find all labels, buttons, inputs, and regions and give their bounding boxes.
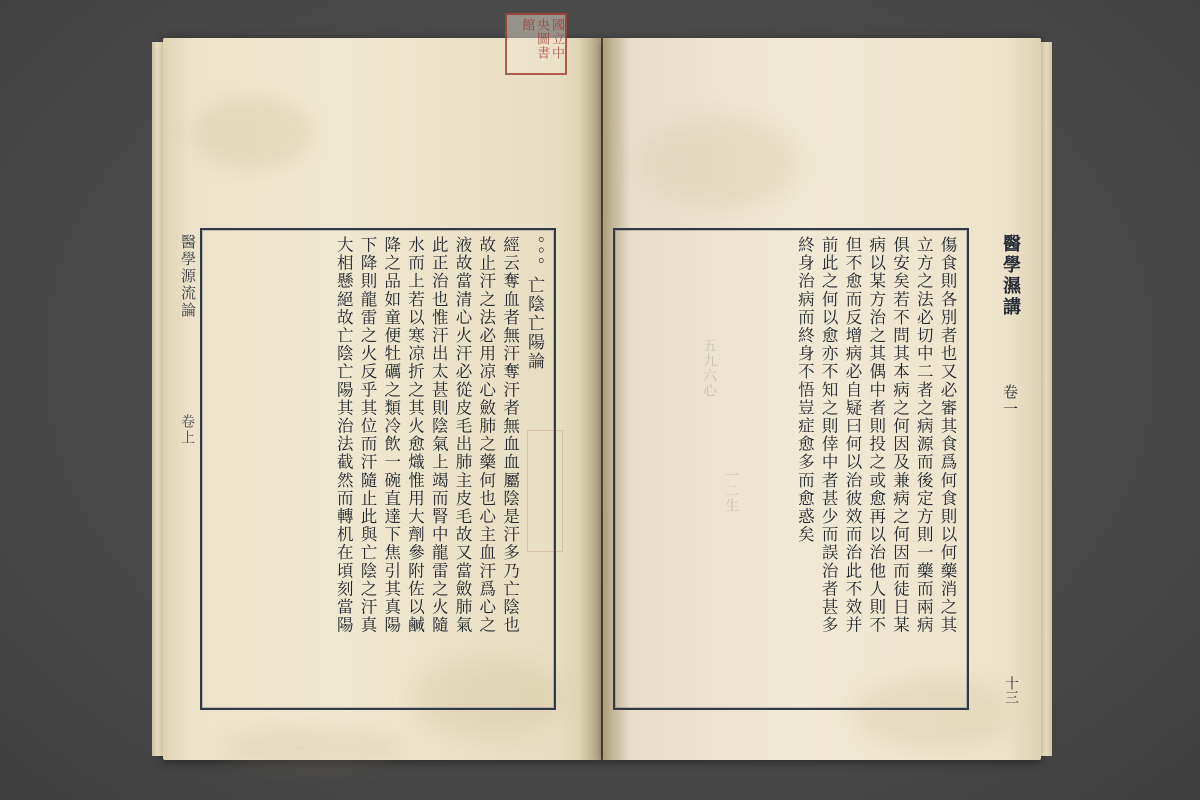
section-heading-column: 。。。亡陰亡陽論	[524, 236, 544, 371]
text-column: 大相懸絕故亡陰亡陽其治法截然而轉机在頃刻當陽	[334, 236, 354, 635]
text-column: 故止汗之法必用凉心斂肺之藥何也心主血汗爲心之	[476, 236, 496, 635]
text-column: 前此之何以愈亦不知之則倖中者甚少而誤治者甚多	[819, 236, 839, 635]
text-column: 終身治病而終身不悟豈症愈多而愈惑矣	[795, 236, 815, 544]
open-book	[163, 38, 1041, 760]
text-column: 俱安矣若不問其本病之何因及兼病之何因而徒日某	[890, 236, 910, 635]
text-column: 立方之法必切中二者之病源而後定方則一藥而兩病	[914, 236, 934, 635]
text-column: 水而上若以寒凉折之其火愈熾惟用大劑參附佐以鹹	[405, 236, 425, 635]
paper-stain	[643, 118, 803, 208]
left-text-frame	[200, 228, 556, 710]
folio-number: 十三	[1003, 676, 1019, 704]
volume-label: 卷一	[1001, 384, 1019, 418]
right-page-margin-strip	[987, 234, 1027, 704]
book-title: 醫學濕講	[1000, 234, 1021, 318]
library-seal-stamp: 國立中央圖書館	[505, 13, 567, 75]
faint-seal-impression	[527, 430, 563, 552]
left-text-columns	[210, 236, 546, 702]
left-margin-title: 醫學源流論	[179, 234, 197, 319]
left-page-margin-strip	[167, 234, 201, 704]
right-page-edge	[1041, 42, 1052, 756]
text-column: 傷食則各別者也又必審其食爲何食則以何藥消之其	[938, 236, 957, 635]
bleed-through-text: 一二生	[723, 468, 739, 513]
left-page	[163, 38, 601, 760]
text-column: 降之品如童便牡礪之類冷飲一碗直達下焦引其真陽	[381, 236, 401, 635]
left-margin-volume: 卷上	[179, 414, 195, 446]
bleed-through-text: 五九六心	[701, 338, 717, 398]
text-column: 下降則龍雷之火反乎其位而汗隨止此與亡陰之汗真	[357, 236, 377, 635]
text-column: 但不愈而反增病必自疑曰何以治彼效而治此不效并	[842, 236, 862, 635]
text-column: 病以某方治之其偶中者則投之或愈再以治他人則不	[866, 236, 886, 635]
left-page-edge	[152, 42, 163, 756]
right-text-columns	[623, 236, 959, 702]
right-text-frame	[613, 228, 969, 710]
text-column: 此正治也惟汗出太甚則陰氣上竭而腎中龍雷之火隨	[429, 236, 449, 635]
text-column: 液故當清心火汗必從皮毛出肺主皮毛故又當斂肺氣	[453, 236, 473, 635]
text-column: 經云奪血者無汗奪汗者無血血屬陰是汗多乃亡陰也	[500, 236, 520, 635]
paper-stain	[193, 98, 313, 168]
right-page	[603, 38, 1041, 760]
